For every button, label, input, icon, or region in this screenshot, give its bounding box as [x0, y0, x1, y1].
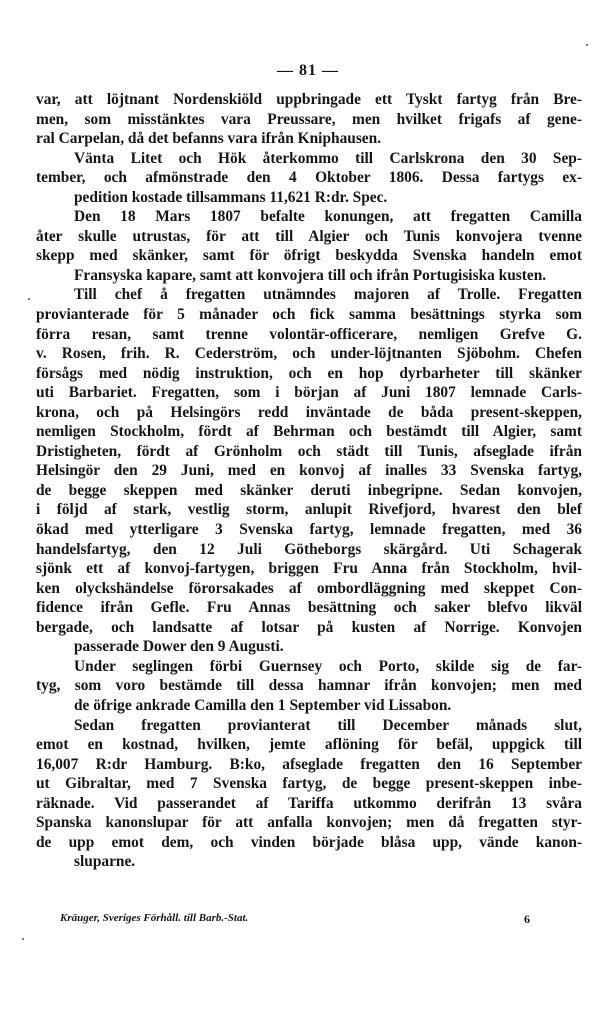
- signature-mark: 6: [524, 912, 530, 926]
- paragraph-last-line: pedition kostade tillsammans 11,621 R:dr. Spec.: [74, 188, 388, 206]
- print-speck: [28, 298, 30, 300]
- paragraph: [36, 149, 582, 208]
- paragraph-body: Till chef å fregatten utnämndes majoren af Trolle. Fregatten provianterade för 5 månader och fick samma besättnings styrka som förra resan, samt trenne volontär-officerare, nemligen Grefve G. v. Rosen, frih. R. Cederström, och under-löjtnanten Sjöbohm. Chefen försågs med nödig instruktion, och en hop dyrbarheter till skänker uti Barbariet. Fregatten, som i början af Juni 1807 lemnade Carls- krona, och på Helsingörs redd inväntade de båda present-skeppen, nemligen Stockholm, fördt af Behrman och bestämdt till Algier, samt Dristigheten, fördt af Grönholm och städt till Tunis, afseglade ifrån Helsingör den 29 Juni, med en konvoj af inalles 33 Svenska fartyg, de begge skeppen med skänker deruti inbegripne. Sedan konvojen, i följd af stark, vestlig storm, anlupit Rivefjord, hvarest den blef ökad med ytterligare 3 Svenska fartyg, lemnade fregatten, med 36 handelsfartyg, den 12 Juli Götheborgs skärgård. Uti Schagerak sjönk ett af konvoj-fartygen, briggen Fru Anna från Stockholm, hvil- ken olyckshändelse förorsakades af ombordläggning med skeppet Con- fidence ifrån Gefle. Fru Annas besättning och saker blefvo likväl bergade, och landsatte af lotsar på kusten af Norrige. Konvojen: [36, 286, 582, 636]
- paragraph-body: Den 18 Mars 1807 befalte konungen, att fregatten Camilla åter skulle utrustas, för att till Algier och Tunis konvojera tvenne skepp med skänker, samt för öfrigt beskydda Svenska handeln emot: [36, 208, 582, 265]
- page-footer: [60, 912, 530, 927]
- page-number: — 81 —: [277, 62, 339, 79]
- paragraph-last-line: ral Carpelan, då det befanns vara ifrån Kniphausen.: [36, 130, 382, 148]
- paragraph-last-line: Fransyska kapare, samt att konvojera till och ifrån Portugisiska kusten.: [74, 266, 547, 284]
- paragraph: [36, 207, 582, 285]
- paragraph: [36, 90, 582, 149]
- paragraph: [36, 285, 582, 656]
- paragraph-body: Sedan fregatten provianterat till December månads slut, emot en kostnad, hvilken, jemte aflöning för befäl, uppgick till 16,007 R:dr Hamburg. B:ko, afseglade fregatten den 16 September ut Gibraltar, med 7 Svenska fartyg, de begge present-skeppen inbe- räknade. Vid passerandet af Tariffa utkommo derifrån 13 svåra Spanska kanonslupar för att anfalla konvojen; men då fregatten styr- de upp emot dem, och vinden började blåsa upp, vände kanon-: [36, 716, 582, 851]
- print-speck: [586, 44, 588, 46]
- paragraph-last-line: de öfrige ankrade Camilla den 1 September vid Lissabon.: [74, 696, 452, 714]
- paragraph-last-line: passerade Dower den 9 Augusti.: [74, 638, 284, 656]
- body-text: [36, 90, 582, 872]
- running-title: Kräuger, Sveriges Förhåll. till Barb.-Stat.: [60, 912, 249, 924]
- paragraph-body: Vänta Litet och Hök återkommo till Carlskrona den 30 Sep- tember, och afmönstrade den 4 Oktober 1806. Dessa fartygs ex-: [36, 149, 582, 187]
- paragraph-last-line: sluparne.: [74, 853, 136, 871]
- print-speck: [22, 938, 24, 940]
- paragraph: [36, 657, 582, 716]
- paragraph-body: var, att löjtnant Nordenskiöld uppbringade ett Tyskt fartyg från Bre- men, som misstänktes vara Preussare, men hvilket frigafs af gene-: [36, 91, 582, 128]
- paragraph: [36, 716, 582, 872]
- paragraph-body: Under seglingen förbi Guernsey och Porto, skilde sig de far- tyg, som voro bestämde till dessa hamnar ifrån konvojen; men med: [36, 657, 582, 695]
